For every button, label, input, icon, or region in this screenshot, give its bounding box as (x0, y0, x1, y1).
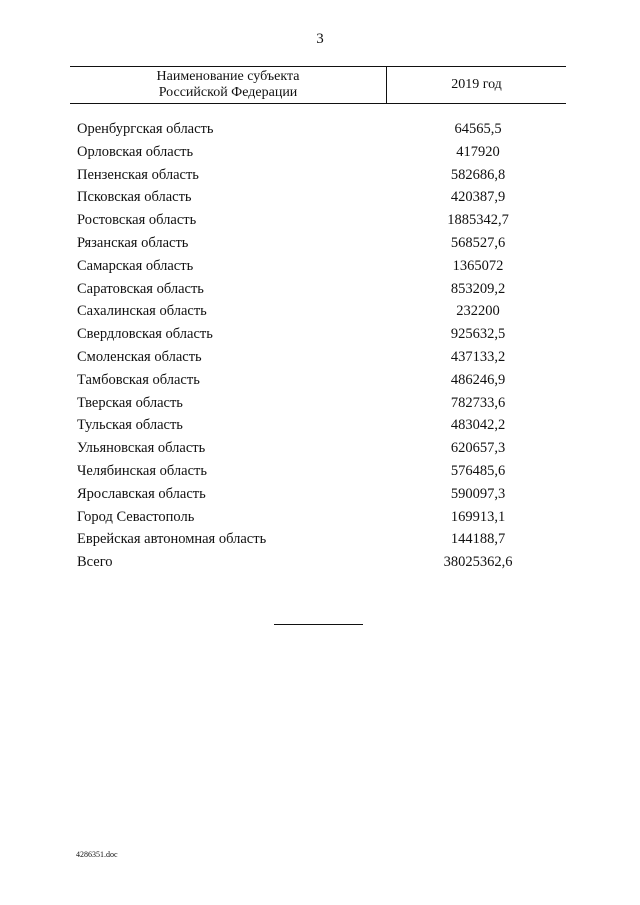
table-row (0, 323, 640, 346)
table-row (0, 437, 640, 460)
subject-name: Сахалинская область (77, 303, 207, 320)
subject-name: Тверская область (77, 394, 183, 411)
header-subject-name-line2: Российской Федерации (158, 85, 298, 100)
table-row (0, 141, 640, 164)
subject-value: 576485,6 (450, 462, 506, 479)
table-row (0, 392, 640, 415)
subject-name: Смоленская область (77, 348, 202, 365)
subject-value: 169913,1 (450, 508, 506, 525)
subject-value: 486246,9 (450, 371, 506, 388)
subject-name: Саратовская область (77, 280, 204, 297)
table-row (0, 186, 640, 209)
subject-value: 568527,6 (450, 234, 506, 251)
document-code: 4286351.doc (76, 850, 118, 859)
subject-name: Ростовская область (77, 212, 197, 229)
subject-value: 64565,5 (454, 121, 502, 137)
table-row (0, 118, 640, 141)
header-subject-name (70, 69, 386, 101)
table-row (0, 232, 640, 255)
subject-value: 1365072 (452, 257, 504, 274)
table-row (0, 278, 640, 301)
table-row (0, 506, 640, 529)
table-row (0, 414, 640, 437)
table-row (0, 300, 640, 323)
subject-name: Город Севастополь (77, 508, 195, 525)
subject-name: Тамбовская область (77, 371, 200, 388)
table-row (0, 528, 640, 551)
table-row (0, 255, 640, 278)
subject-value: 853209,2 (450, 280, 506, 297)
header-subject-name-line1: Наименование субъекта (156, 69, 300, 84)
table-row (0, 209, 640, 232)
subject-name: Еврейская автономная область (77, 531, 267, 548)
table-row (0, 551, 640, 574)
table-row (0, 346, 640, 369)
subject-name: Псковская область (77, 189, 192, 206)
table-body (0, 118, 640, 574)
subject-name: Ярославская область (77, 485, 206, 502)
subject-value: 38025362,6 (443, 554, 513, 571)
subject-value: 144188,7 (450, 531, 506, 548)
subject-name: Самарская область (77, 257, 194, 274)
subject-value: 782733,6 (450, 394, 506, 411)
subject-name: Рязанская область (77, 234, 189, 251)
subject-value: 590097,3 (450, 485, 506, 502)
subject-value: 232200 (456, 303, 500, 320)
subject-value: 437133,2 (450, 348, 506, 365)
subject-name: Челябинская область (77, 462, 207, 479)
subject-name: Орловская область (77, 143, 194, 160)
subject-name: Всего (77, 554, 113, 571)
table-row (0, 164, 640, 187)
subject-value: 582686,8 (450, 166, 506, 183)
table-row (0, 369, 640, 392)
header-year: 2019 год (451, 77, 502, 92)
subject-value: 420387,9 (450, 189, 506, 206)
subject-value: 483042,2 (450, 417, 506, 434)
page-number: 3 (316, 31, 324, 47)
table-row (0, 483, 640, 506)
subject-name: Пензенская область (77, 166, 199, 183)
subject-value: 417920 (456, 143, 500, 160)
subject-value: 1885342,7 (447, 212, 509, 229)
subject-name: Свердловская область (77, 326, 213, 343)
subject-value: 925632,5 (450, 326, 506, 343)
subject-value: 620657,3 (450, 440, 506, 457)
table-row (0, 460, 640, 483)
subject-name: Ульяновская область (77, 440, 206, 457)
subject-name: Оренбургская область (77, 121, 214, 137)
table-header (70, 66, 566, 104)
end-of-table-rule (274, 624, 363, 625)
subject-name: Тульская область (77, 417, 183, 434)
